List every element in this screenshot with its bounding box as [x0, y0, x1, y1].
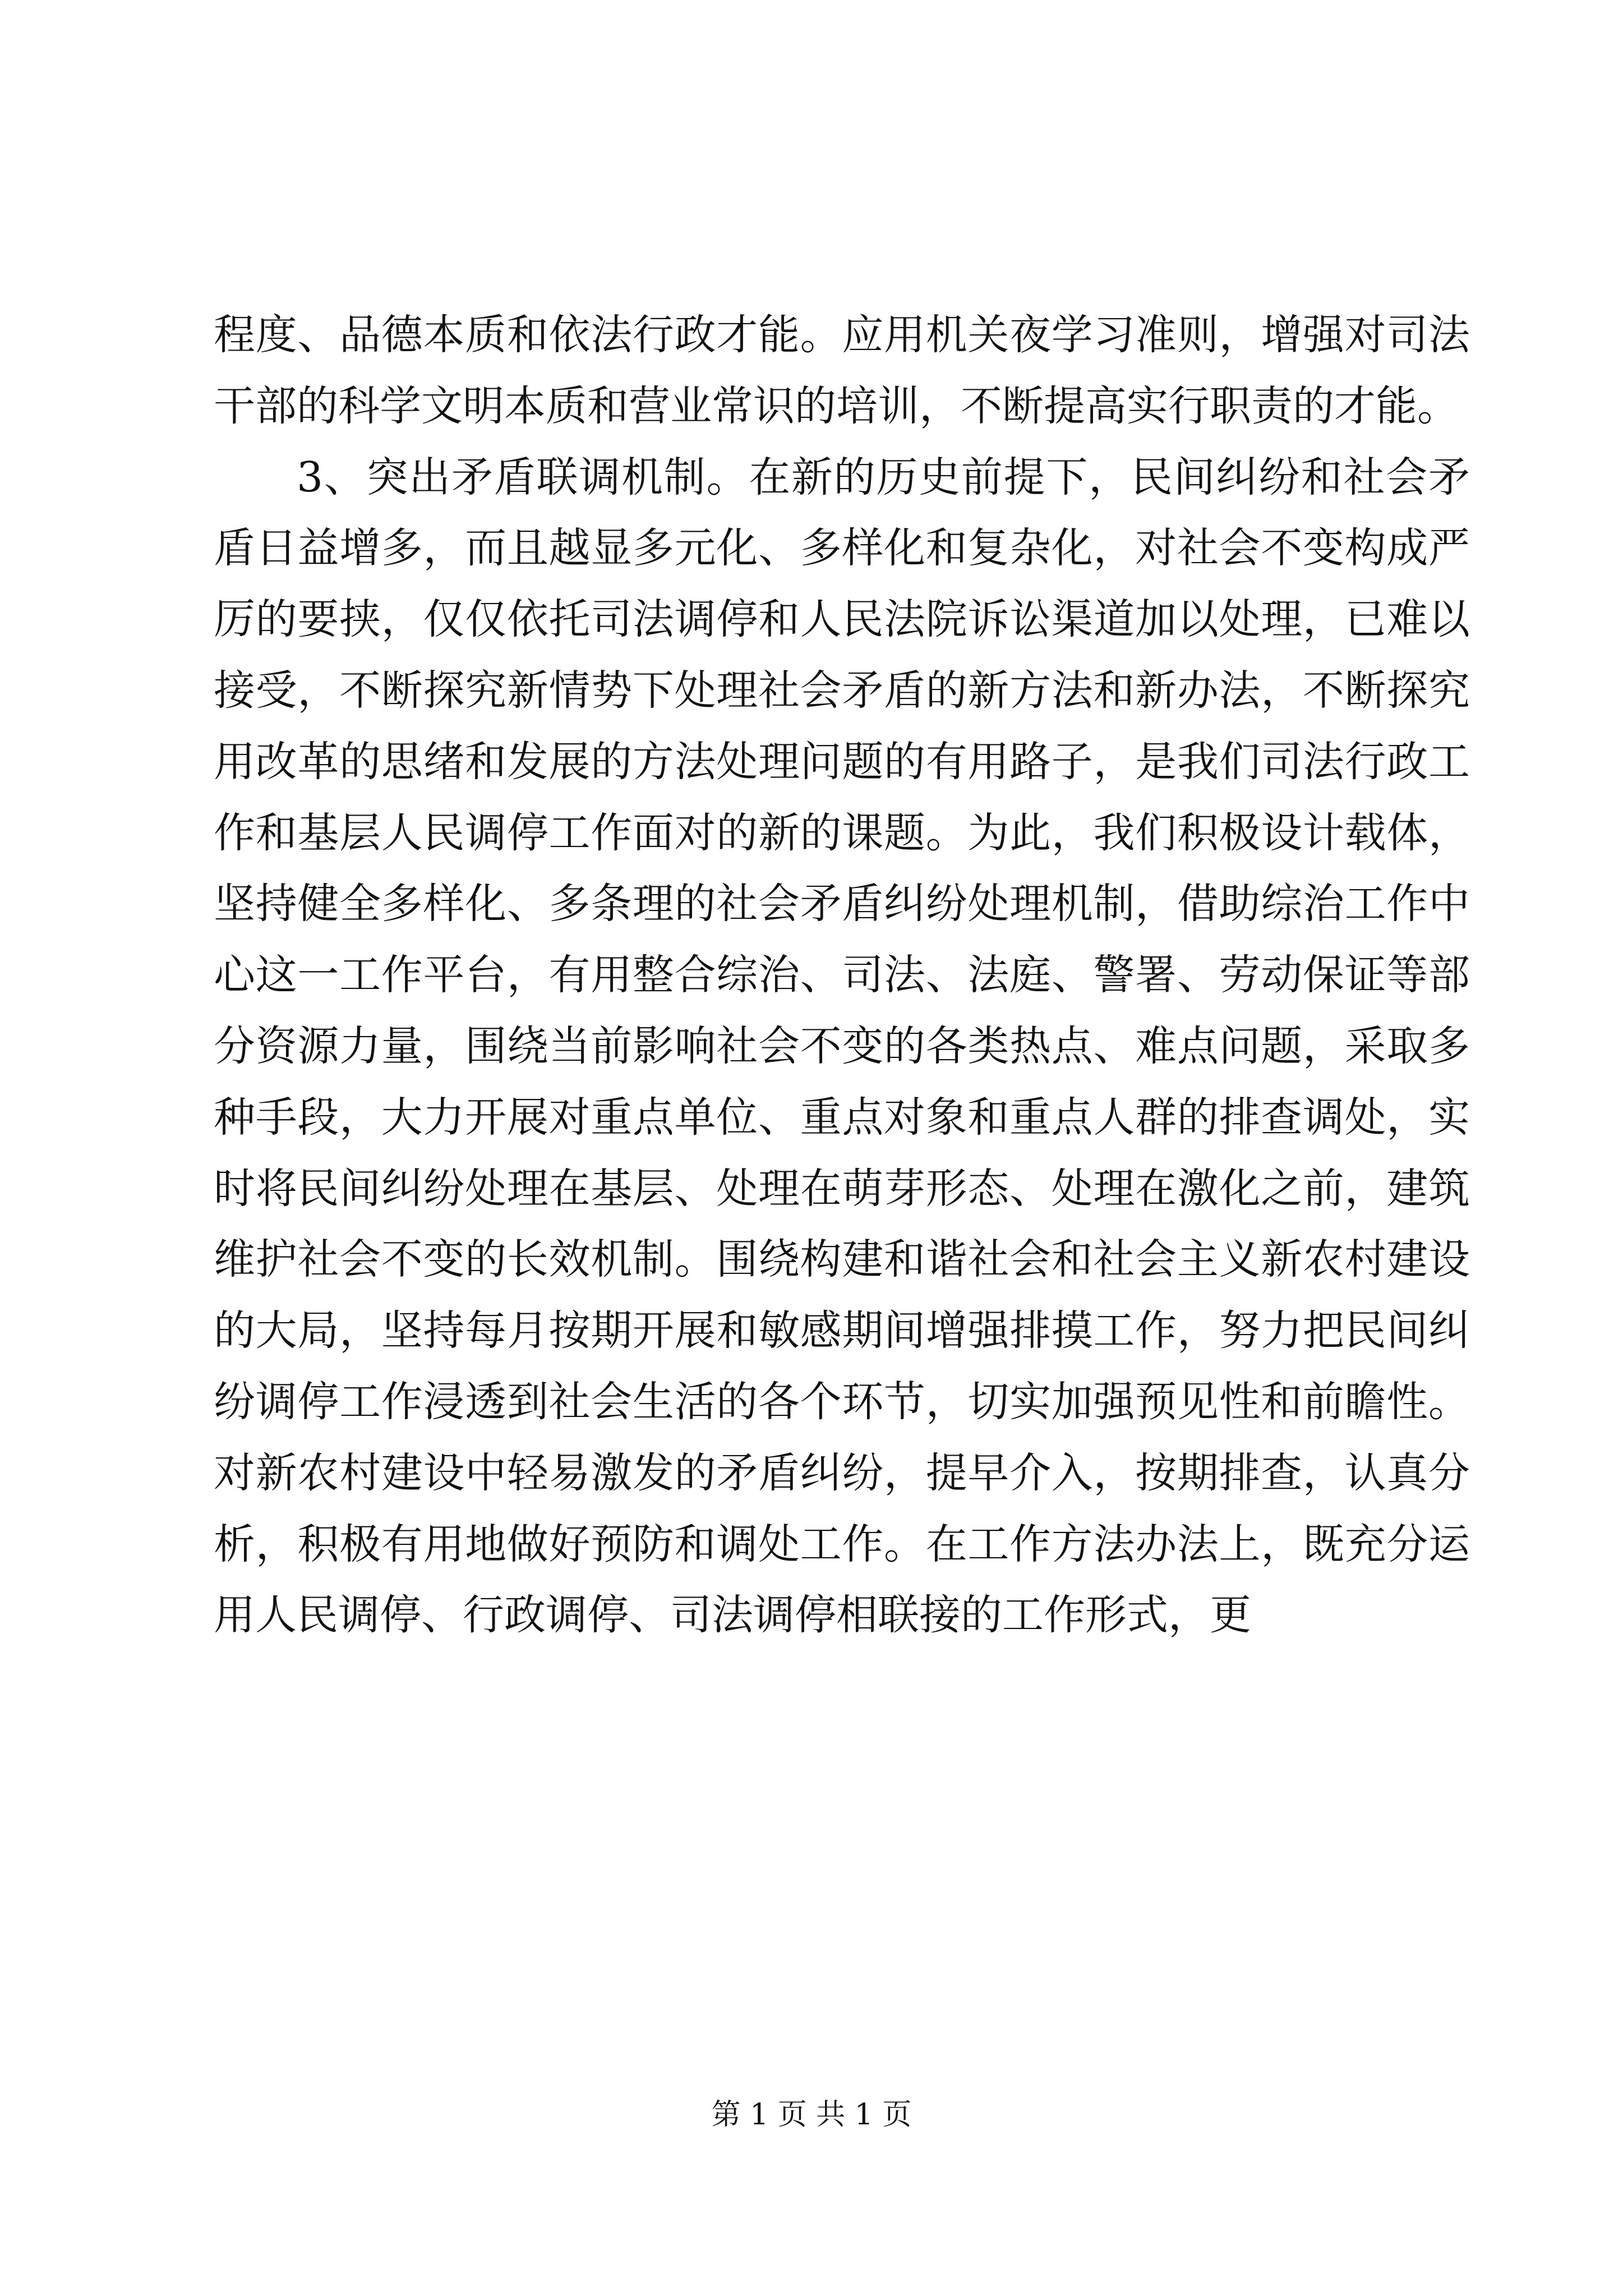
paragraph-item-3: 3、突出矛盾联调机制。在新的历史前提下，民间纠纷和社会矛盾日益增多，而且越显多元化、多样化和复杂化，对社会不变构成严厉的要挟，仅仅依托司法调停和人民法院诉讼渠道加以处理，已难以接受，不断探究新情势下处理社会矛盾的新方法和新办法，不断探究用改革的思绪和发展的方法处理问题的有用路子，是我们司法行政工作和基层人民调停工作面对的新的课题。为此，我们积极设计载体，坚持健全多样化、多条理的社会矛盾纠纷处理机制，借助综治工作中心这一工作平台，有用整合综治、司法、法庭、警署、劳动保证等部分资源力量，围绕当前影响社会不变的各类热点、难点问题，采取多种手段，大力开展对重点单位、重点对象和重点人群的排查调处，实时将民间纠纷处理在基层、处理在萌芽形态、处理在激化之前，建筑维护社会不变的长效机制。围绕构建和谐社会和社会主义新农村建设的大局，坚持每月按期开展和敏感期间增强排摸工作，努力把民间纠纷调停工作浸透到社会生活的各个环节，切实加强预见性和前瞻性。对新农村建设中轻易激发的矛盾纠纷，提早介入，按期排查，认真分析，积极有用地做好预防和调处工作。在工作方法办法上，既充分运用人民调停、行政调停、司法调停相联接的工作形式，更 — [214, 453, 1470, 1640]
document-body — [214, 300, 1470, 1651]
paragraph-continuation: 程度、品德本质和依法行政才能。应用机关夜学习准则，增强对司法干部的科学文明本质和营业常识的培训，不断提高实行职责的才能。 — [214, 311, 1470, 430]
page-number-footer: 第 1 页 共 1 页 — [711, 2098, 912, 2132]
